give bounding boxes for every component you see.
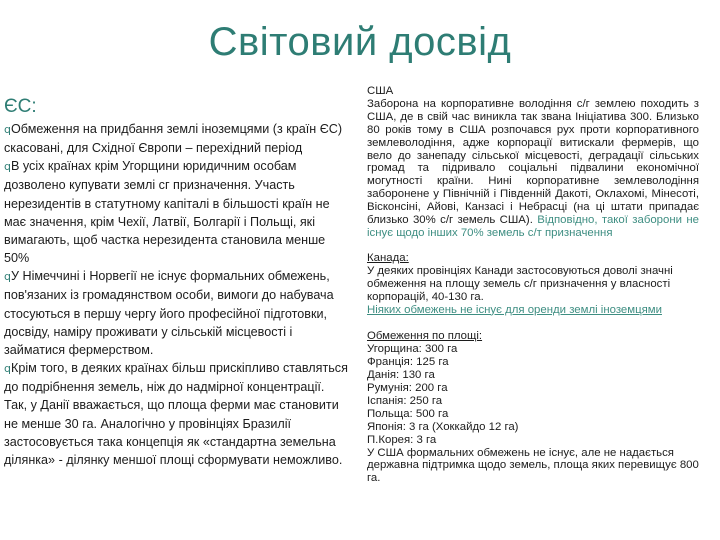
limit-item: Японія: 3 га (Хоккайдо 12 га) xyxy=(367,420,519,433)
eu-bullet-text: У Німеччині і Норвегії не існує формальних обмежень, пов'язаних із громадянством особи, вимоги до набувача стосуються в першу чергу його професійної підготовки, досвіду, наміру проживати у сільській місцевості і займатися фермерством. xyxy=(4,269,334,357)
eu-bullet-2 xyxy=(4,157,350,267)
eu-bullet-1 xyxy=(4,120,350,157)
canada-lease-note: Ніяких обмежень не існує для оренди землі іноземцями xyxy=(367,303,662,316)
canada-text: У деяких провінціях Канади застосовуються доволі значні обмеження на площу земель с/г призначення у власності корпорацій, 40-130 га. xyxy=(367,264,673,303)
limit-item: Франція: 125 га xyxy=(367,356,449,369)
world-section xyxy=(367,85,699,485)
limit-item: Данія: 130 га xyxy=(367,369,435,382)
usa-paragraph xyxy=(367,98,699,240)
usa-highlight: Відповідно, такої заборони не існує щодо інших 70% земель с/т призначення xyxy=(367,214,699,239)
usa-block xyxy=(367,85,699,240)
area-limits-block xyxy=(367,330,699,485)
eu-bullet-text: Обмеження на придбання землі іноземцями (з країн ЄС) скасовані, для Східної Європи – перехідний період xyxy=(4,122,343,156)
limit-item: Іспанія: 250 га xyxy=(367,394,443,407)
limit-item: Румунія: 200 га xyxy=(367,382,448,395)
area-limits-heading: Обмеження по площі: xyxy=(367,330,483,343)
limit-item: Угорщина: 300 га xyxy=(367,343,458,356)
canada-heading: Канада: xyxy=(367,251,409,264)
q-square-bullet-icon: q xyxy=(4,270,11,284)
usa-heading: США xyxy=(367,85,394,97)
q-square-bullet-icon: q xyxy=(4,160,11,174)
eu-bullet-text: В усіх країнах крім Угорщини юридичним особам дозволено купувати землі сг призначення. Участь нерезидентів в статутному капіталі в більшості країн не має значення, крім Чехії, Латвії, Болгарії і Польщі, які вимагають, щоб частка нерезидента становила менше 50% xyxy=(4,159,330,266)
limit-item: П.Корея: 3 га xyxy=(367,433,437,446)
eu-bullet-text: Крім того, в деяких країнах більш прискіпливо ставляться до подрібнення земель, ніж до надмірної концентрації. Так, у Данії вважається, що площа ферми має становити не менше 30 га. Аналогічно у провінціях Бразилії застосовується така концепція як «стандартна земельна ділянка» - ділянку меншої площі сформувати неможливо. xyxy=(4,361,348,467)
q-square-bullet-icon: q xyxy=(4,123,11,136)
eu-heading: ЄС: xyxy=(4,96,37,117)
slide-title: Світовий досвід xyxy=(208,20,512,64)
eu-bullet-3 xyxy=(4,267,350,359)
eu-bullet-4 xyxy=(4,359,350,469)
usa-text: Заборона на корпоративне володіння с/г землею походить з США, де в свій час виникла так звана Ініціатива 300. Близько 80 років тому в США розпочався рух проти корпоративного землеволодіння, адже корпорації витискали фермерів, що вело до занепаду сільської місцевості, деградації сільських громад та підривало соціальні підвалини економічної могутності країни. Нині корпоративне землеволодіння заборонене у Північній і Південній Дакоті, Оклахомі, Мінесоті, Вісконсіні, Айові, Канзасі і Небрасці (на ці штати припадає близько 30% с/г земель США). xyxy=(367,97,699,227)
canada-block xyxy=(367,252,699,317)
area-limits-note: У США формальних обмежень не існує, але не надається державна підтримка щодо земель, площа яких перевищує 800 га. xyxy=(367,446,699,485)
limit-item: Польща: 500 га xyxy=(367,407,449,420)
q-square-bullet-icon: q xyxy=(4,362,11,376)
eu-section xyxy=(4,96,350,469)
